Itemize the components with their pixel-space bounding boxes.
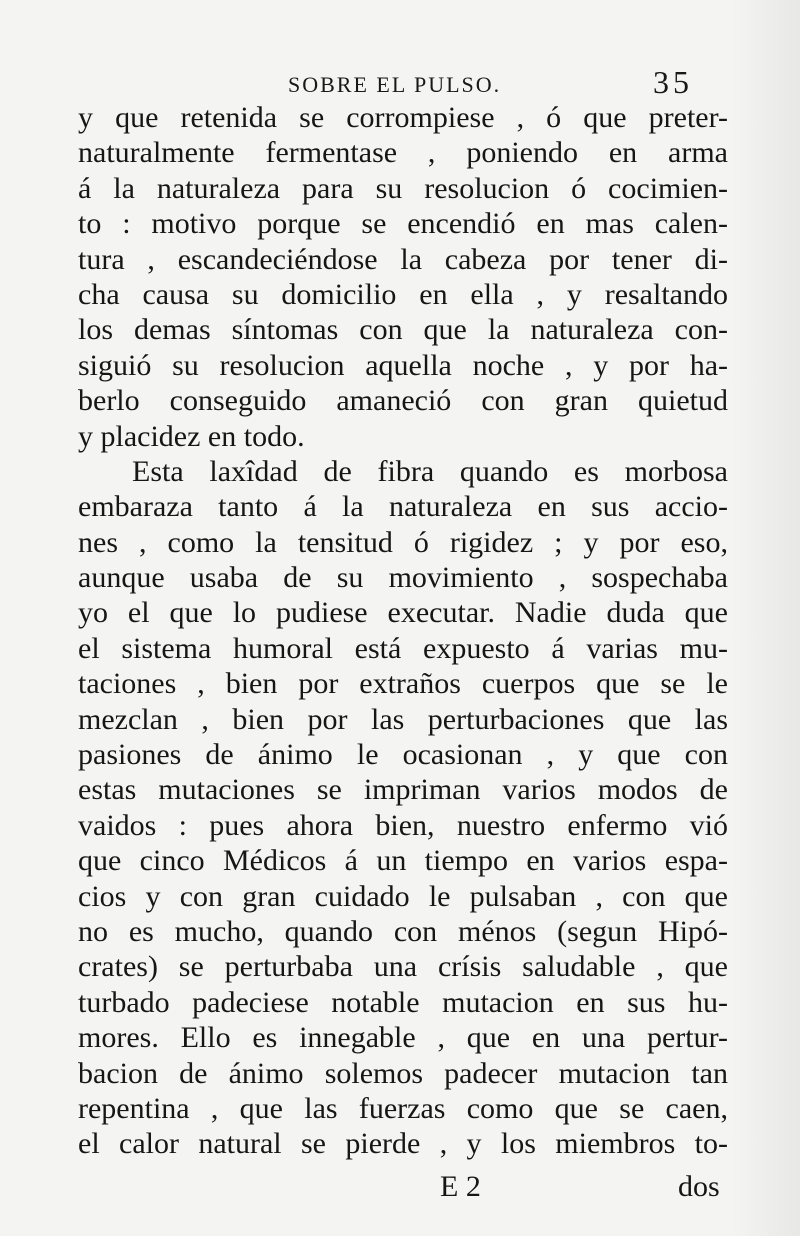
text-line: cha causa su domicilio en ella , y resaltando (78, 277, 728, 311)
text-line: taciones , bien por extraños cuerpos que se le (78, 667, 728, 701)
text-line: que cinco Médicos á un tiempo en varios espa- (78, 844, 728, 878)
signature-mark: E 2 (440, 1170, 481, 1203)
paragraph-start-line: Esta laxîdad de fibra quando es morbosa (132, 454, 728, 488)
text-line: to : motivo porque se encendió en mas calen- (78, 207, 728, 241)
text-line: pasiones de ánimo le ocasionan , y que con (78, 738, 728, 772)
text-line: naturalmente fermentase , poniendo en arma (78, 136, 728, 170)
text-line: crates) se perturbaba una crísis saludable , que (78, 950, 728, 984)
text-line: berlo conseguido amaneció con gran quietud (78, 384, 728, 418)
text-line: no es mucho, quando con ménos (segun Hipó- (78, 914, 728, 948)
body-text (78, 100, 728, 1162)
text-line: nes , como la tensitud ó rigidez ; y por eso, (78, 525, 728, 559)
text-line: el sistema humoral está expuesto á varias mu- (78, 631, 728, 665)
page-header (0, 62, 800, 102)
text-line: embaraza tanto á la naturaleza en sus accio- (78, 490, 728, 524)
text-line: mores. Ello es innegable , que en una pertur- (78, 1021, 728, 1055)
text-line: cios y con gran cuidado le pulsaban , con que (78, 879, 728, 913)
text-line: estas mutaciones se impriman varios modos de (78, 773, 728, 807)
text-line: yo el que lo pudiese executar. Nadie duda que (78, 596, 728, 630)
page-edge-shadow (730, 0, 800, 1236)
text-line: aunque usaba de su movimiento , sospechaba (78, 561, 728, 595)
page-number: 35 (653, 64, 693, 100)
text-line: mezclan , bien por las perturbaciones que las (78, 702, 728, 736)
text-line: vaidos : pues ahora bien, nuestro enfermo vió (78, 808, 728, 842)
text-line: y que retenida se corrompiese , ó que preter- (78, 101, 728, 134)
text-line: tura , escandeciéndose la cabeza por tener di- (78, 242, 728, 276)
text-line: el calor natural se pierde , y los miembros to- (78, 1127, 728, 1161)
text-line: á la naturaleza para su resolucion ó cocimien- (78, 171, 728, 205)
text-line: bacion de ánimo solemos padecer mutacion tan (78, 1056, 728, 1090)
paragraph-end-line: y placidez en todo. (78, 419, 305, 453)
page-footer (0, 1170, 800, 1210)
text-line: turbado padeciese notable mutacion en sus hu- (78, 985, 728, 1019)
catchword: dos (678, 1170, 720, 1203)
running-title: SOBRE EL PULSO. (288, 72, 502, 97)
text-line: repentina , que las fuerzas como que se caen, (78, 1091, 728, 1125)
text-line: siguió su resolucion aquella noche , y por ha- (78, 348, 728, 382)
text-line: los demas síntomas con que la naturaleza con- (78, 313, 728, 347)
